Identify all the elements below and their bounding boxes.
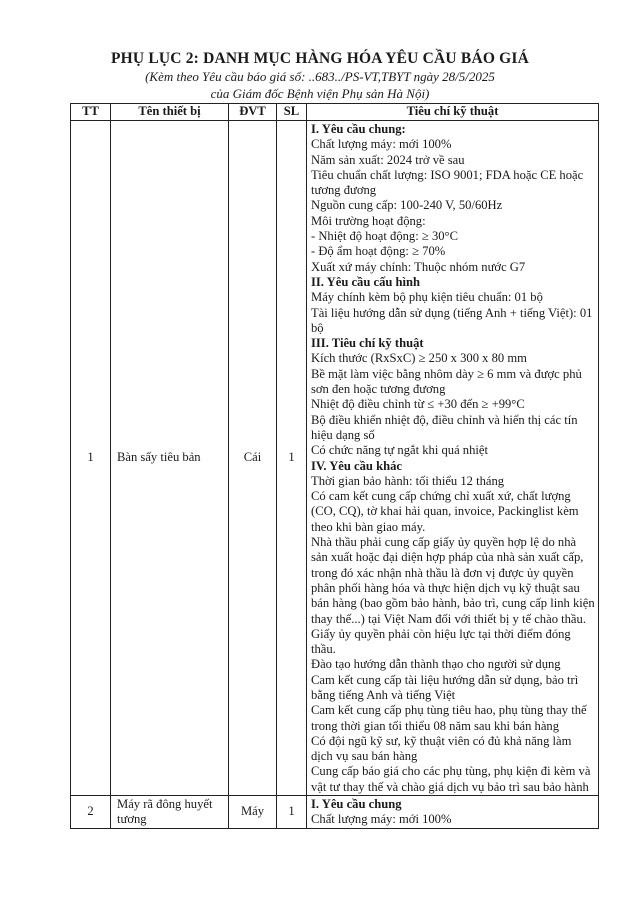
spec-section-heading: II. Yêu cầu cấu hình bbox=[311, 274, 421, 289]
spec-line: Tài liệu hướng dẫn sử dụng (tiếng Anh + tiếng Việt): 01 bộ bbox=[311, 305, 593, 335]
spec-line: - Nhiệt độ hoạt động: ≥ 30°C bbox=[311, 229, 458, 244]
unit-cell: Máy bbox=[229, 796, 277, 829]
spec-line: Năm sản xuất: 2024 trở về sau bbox=[311, 152, 465, 167]
quantity-cell: 1 bbox=[277, 796, 307, 829]
spec-section-heading: I. Yêu cầu chung bbox=[311, 797, 402, 812]
spec-section-heading: I. Yêu cầu chung: bbox=[311, 122, 406, 136]
goods-table bbox=[70, 103, 599, 829]
spec-line: Xuất xứ máy chính: Thuộc nhóm nước G7 bbox=[311, 259, 526, 274]
spec-line: Môi trường hoạt động: bbox=[311, 213, 426, 228]
spec-line: Thời gian bảo hành: tối thiểu 12 tháng bbox=[311, 473, 505, 488]
spec-section-heading: III. Tiêu chí kỹ thuật bbox=[311, 336, 424, 351]
table-header-row bbox=[71, 104, 599, 121]
spec-line: Nhiệt độ điều chỉnh từ ≤ +30 đến ≥ +99°C bbox=[311, 397, 525, 412]
spec-line: Cung cấp báo giá cho các phụ tùng, phụ kiện đi kèm và vật tư thay thế và chào giá dịch vụ bảo trì sau bảo hành bbox=[311, 764, 591, 794]
spec-line: Cam kết cung cấp tài liệu hướng dẫn sử dụng, bảo trì bằng tiếng Anh và tiếng Việt bbox=[311, 672, 579, 702]
spec-line: Đào tạo hướng dẫn thành thạo cho người sử dụng bbox=[311, 657, 561, 672]
subtitle-line-2: của Giám đốc Bệnh viện Phụ sản Hà Nội) bbox=[210, 86, 430, 101]
device-name: Máy rã đông huyết tương bbox=[111, 796, 229, 829]
column-header-spec: Tiêu chí kỹ thuật bbox=[307, 104, 599, 121]
spec-line: Có chức năng tự ngắt khi quá nhiệt bbox=[311, 443, 488, 458]
spec-line: Nhà thầu phải cung cấp giấy ủy quyền hợp lệ do nhà sản xuất hoặc đại diện hợp pháp của nhà sản xuất cấp, trong đó xác nhận nhà thầu là đơn vị được ủy quyền phân phối hàng hóa và thực hiện dịch vụ kỹ thuật sau bán hàng (bao gồm bảo hành, bảo trì, cung cấp linh kiện thay thế...) tại Việt Nam đối với thiết bị y tế chào thầu. Giấy ủy quyền phải còn hiệu lực tại thời điểm đóng thầu. bbox=[311, 535, 595, 657]
column-header-tt: TT bbox=[71, 104, 111, 121]
spec-line: Cam kết cung cấp phụ tùng tiêu hao, phụ tùng thay thế trong thời gian tối thiểu 08 năm sau khi bán hàng bbox=[311, 703, 587, 733]
row-number: 2 bbox=[71, 796, 111, 829]
table-row bbox=[71, 121, 599, 796]
table-row bbox=[71, 796, 599, 829]
spec-line: Máy chính kèm bộ phụ kiện tiêu chuẩn: 01 bộ bbox=[311, 290, 543, 305]
spec-line: Chất lượng máy: mới 100% bbox=[311, 812, 452, 827]
spec-cell bbox=[307, 121, 599, 796]
spec-section-heading: IV. Yêu cầu khác bbox=[311, 458, 402, 473]
column-header-qty: SL bbox=[277, 104, 307, 121]
device-name: Bàn sấy tiêu bản bbox=[111, 121, 229, 796]
spec-line: Bề mặt làm việc bằng nhôm dày ≥ 6 mm và được phủ sơn đen hoặc tương đương bbox=[311, 366, 582, 397]
spec-line: Có đội ngũ kỹ sư, kỹ thuật viên có đủ khả năng làm dịch vụ sau bán hàng bbox=[311, 733, 572, 764]
unit-cell: Cái bbox=[229, 121, 277, 796]
spec-line: - Độ ẩm hoạt động: ≥ 70% bbox=[311, 244, 446, 259]
spec-line: Kích thước (RxSxC) ≥ 250 x 300 x 80 mm bbox=[311, 351, 527, 366]
column-header-unit: ĐVT bbox=[229, 104, 277, 121]
quantity-cell: 1 bbox=[277, 121, 307, 796]
spec-line: Có cam kết cung cấp chứng chỉ xuất xứ, chất lượng (CO, CQ), tờ khai hải quan, invoice, Packinglist kèm theo khi bàn giao máy. bbox=[311, 489, 579, 534]
row-number: 1 bbox=[71, 121, 111, 796]
spec-line: Chất lượng máy: mới 100% bbox=[311, 137, 452, 152]
column-header-name: Tên thiết bị bbox=[111, 104, 229, 121]
spec-cell bbox=[307, 796, 599, 829]
spec-line: Bộ điều khiển nhiệt độ, điều chỉnh và hiển thị các tín hiệu dạng số bbox=[311, 412, 578, 442]
page-title: PHỤ LỤC 2: DANH MỤC HÀNG HÓA YÊU CẦU BÁO GIÁ bbox=[110, 50, 530, 67]
spec-line: Nguồn cung cấp: 100-240 V, 50/60Hz bbox=[311, 198, 503, 213]
subtitle-line-1: (Kèm theo Yêu cầu báo giá số: ..683../PS-VT,TBYT ngày 28/5/2025 bbox=[145, 69, 495, 84]
spec-line: Tiêu chuẩn chất lượng: ISO 9001; FDA hoặc CE hoặc tương đương bbox=[311, 167, 584, 198]
